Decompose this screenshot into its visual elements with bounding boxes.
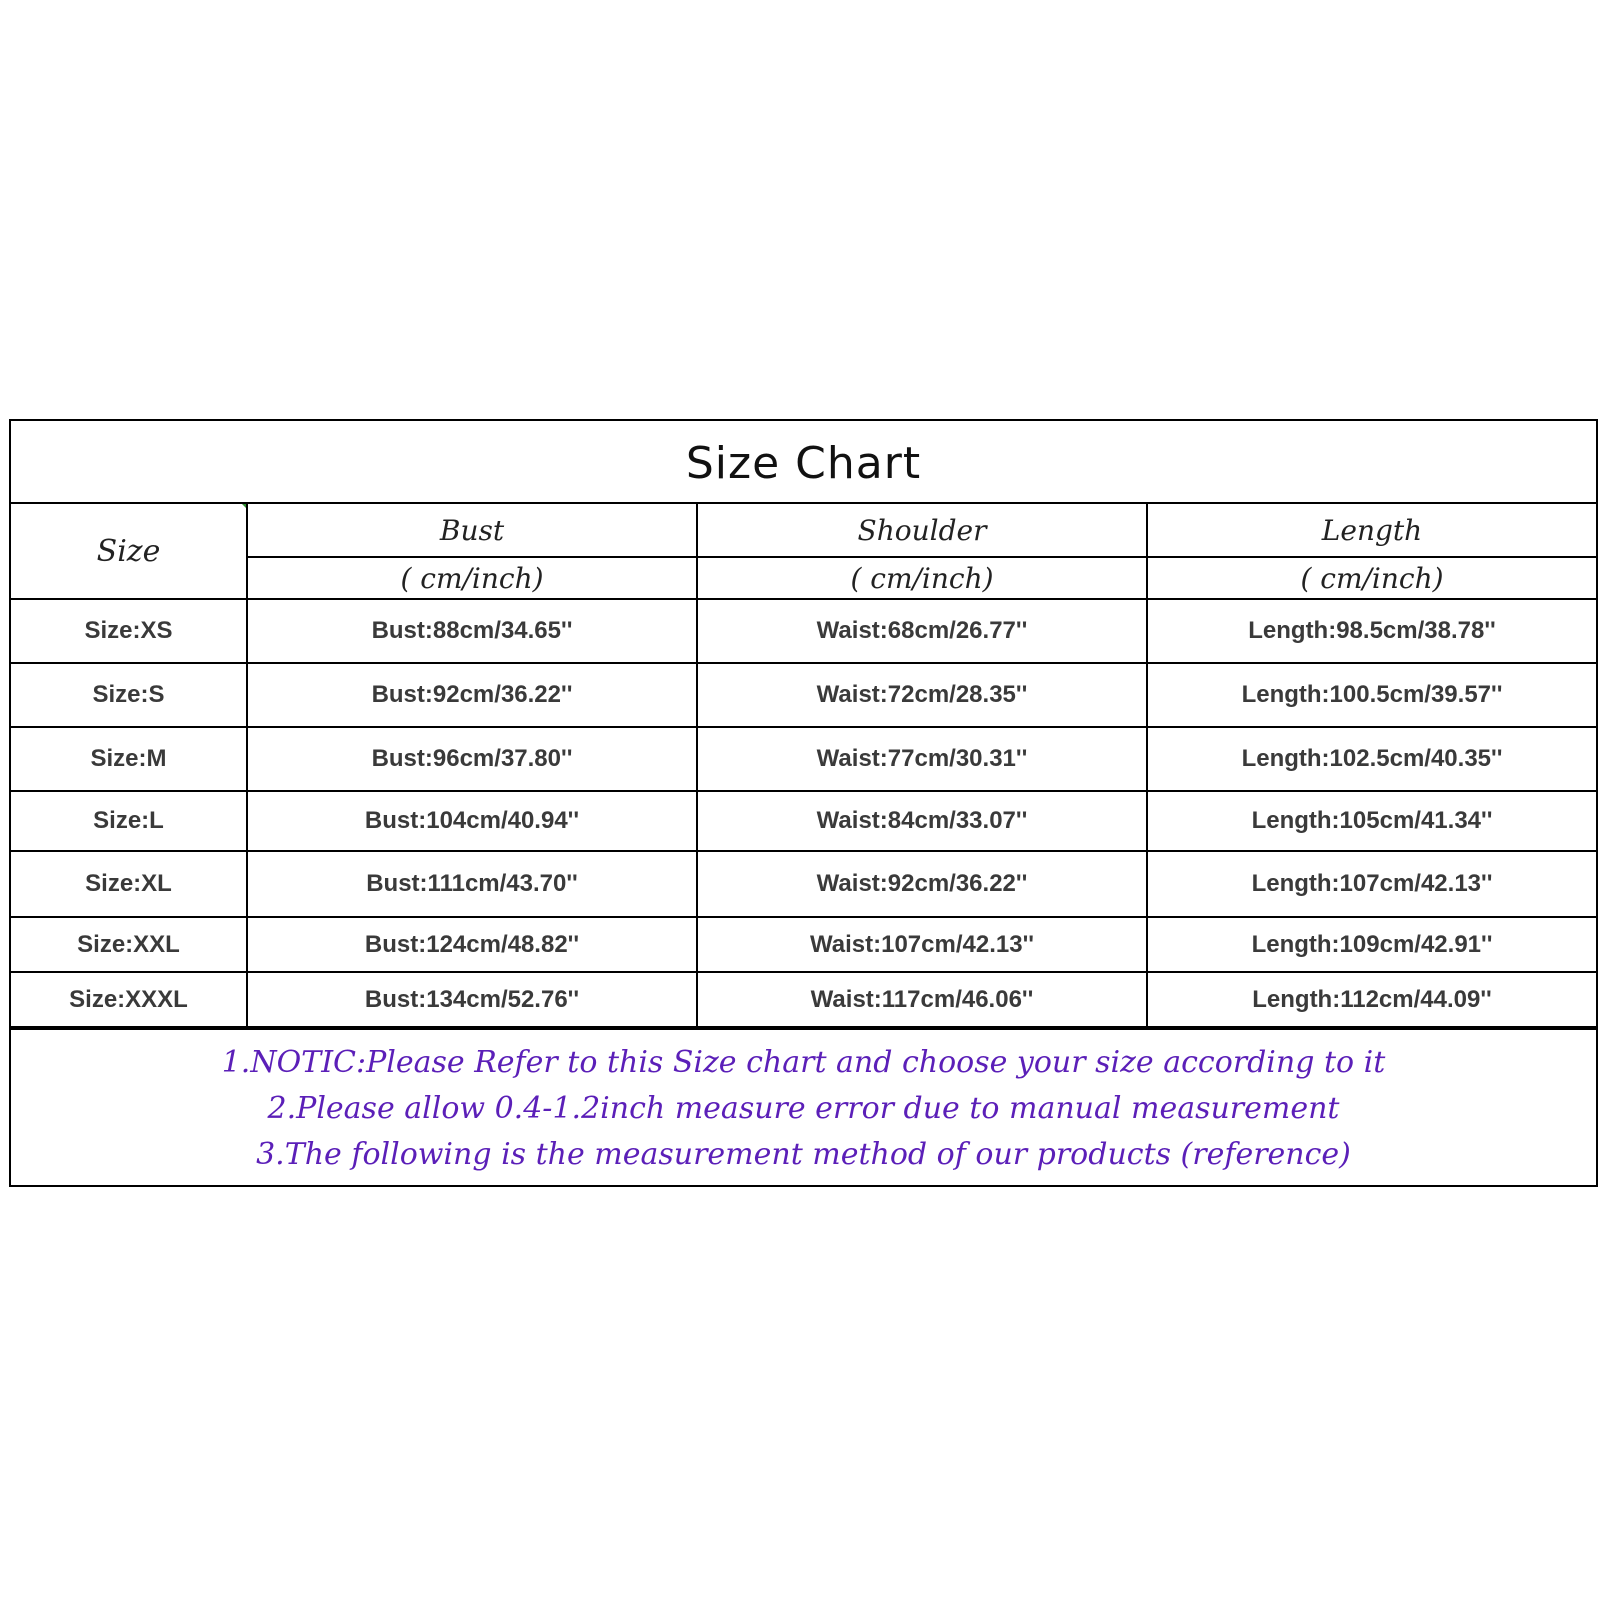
bust-cell: Bust:92cm/36.22'': [247, 663, 697, 727]
bust-cell: Bust:124cm/48.82'': [247, 917, 697, 972]
shoulder-column-header: Shoulder: [697, 503, 1147, 557]
waist-cell: Waist:72cm/28.35'': [697, 663, 1147, 727]
size-cell: Size:M: [11, 727, 247, 791]
size-cell: Size:XXL: [11, 917, 247, 972]
bust-cell: Bust:88cm/34.65'': [247, 599, 697, 663]
size-cell: Size:XL: [11, 851, 247, 917]
bust-cell: Bust:96cm/37.80'': [247, 727, 697, 791]
size-chart: [9, 419, 1598, 1187]
bust-cell: Bust:134cm/52.76'': [247, 972, 697, 1027]
bust-cell: Bust:111cm/43.70'': [247, 851, 697, 917]
waist-cell: Waist:77cm/30.31'': [697, 727, 1147, 791]
note-line: 1.NOTIC:Please Refer to this Size chart and choose your size according to it: [221, 1045, 1386, 1080]
size-cell: Size:S: [11, 663, 247, 727]
shoulder-unit-label: ( cm/inch): [697, 557, 1147, 599]
bust-column-header: Bust: [247, 503, 697, 557]
length-cell: Length:105cm/41.34'': [1147, 791, 1596, 851]
size-cell: Size:XXXL: [11, 972, 247, 1027]
length-unit-label: ( cm/inch): [1147, 557, 1596, 599]
waist-cell: Waist:107cm/42.13'': [697, 917, 1147, 972]
size-cell: Size:L: [11, 791, 247, 851]
length-cell: Length:100.5cm/39.57'': [1147, 663, 1596, 727]
length-cell: Length:98.5cm/38.78'': [1147, 599, 1596, 663]
size-cell: Size:XS: [11, 599, 247, 663]
waist-cell: Waist:68cm/26.77'': [697, 599, 1147, 663]
table-row: [11, 727, 1596, 791]
waist-cell: Waist:117cm/46.06'': [697, 972, 1147, 1027]
length-cell: Length:102.5cm/40.35'': [1147, 727, 1596, 791]
table-row: [11, 599, 1596, 663]
note-line: 2.Please allow 0.4-1.2inch measure error due to manual measurement: [267, 1091, 1340, 1126]
bust-cell: Bust:104cm/40.94'': [247, 791, 697, 851]
corner-marker: [242, 504, 247, 512]
size-column-header: [11, 503, 247, 599]
table-row: [11, 791, 1596, 851]
chart-title: Size Chart: [11, 421, 1596, 503]
waist-cell: Waist:92cm/36.22'': [697, 851, 1147, 917]
table-row: [11, 972, 1596, 1027]
size-header-label: Size: [96, 533, 161, 569]
notes-section: [11, 1028, 1596, 1178]
bust-unit-label: ( cm/inch): [247, 557, 697, 599]
size-table: [11, 421, 1596, 1028]
waist-cell: Waist:84cm/33.07'': [697, 791, 1147, 851]
length-cell: Length:107cm/42.13'': [1147, 851, 1596, 917]
length-cell: Length:109cm/42.91'': [1147, 917, 1596, 972]
table-row: [11, 851, 1596, 917]
length-column-header: Length: [1147, 503, 1596, 557]
note-line: 3.The following is the measurement method of our products (reference): [256, 1137, 1351, 1172]
table-row: [11, 663, 1596, 727]
length-cell: Length:112cm/44.09'': [1147, 972, 1596, 1027]
table-row: [11, 917, 1596, 972]
